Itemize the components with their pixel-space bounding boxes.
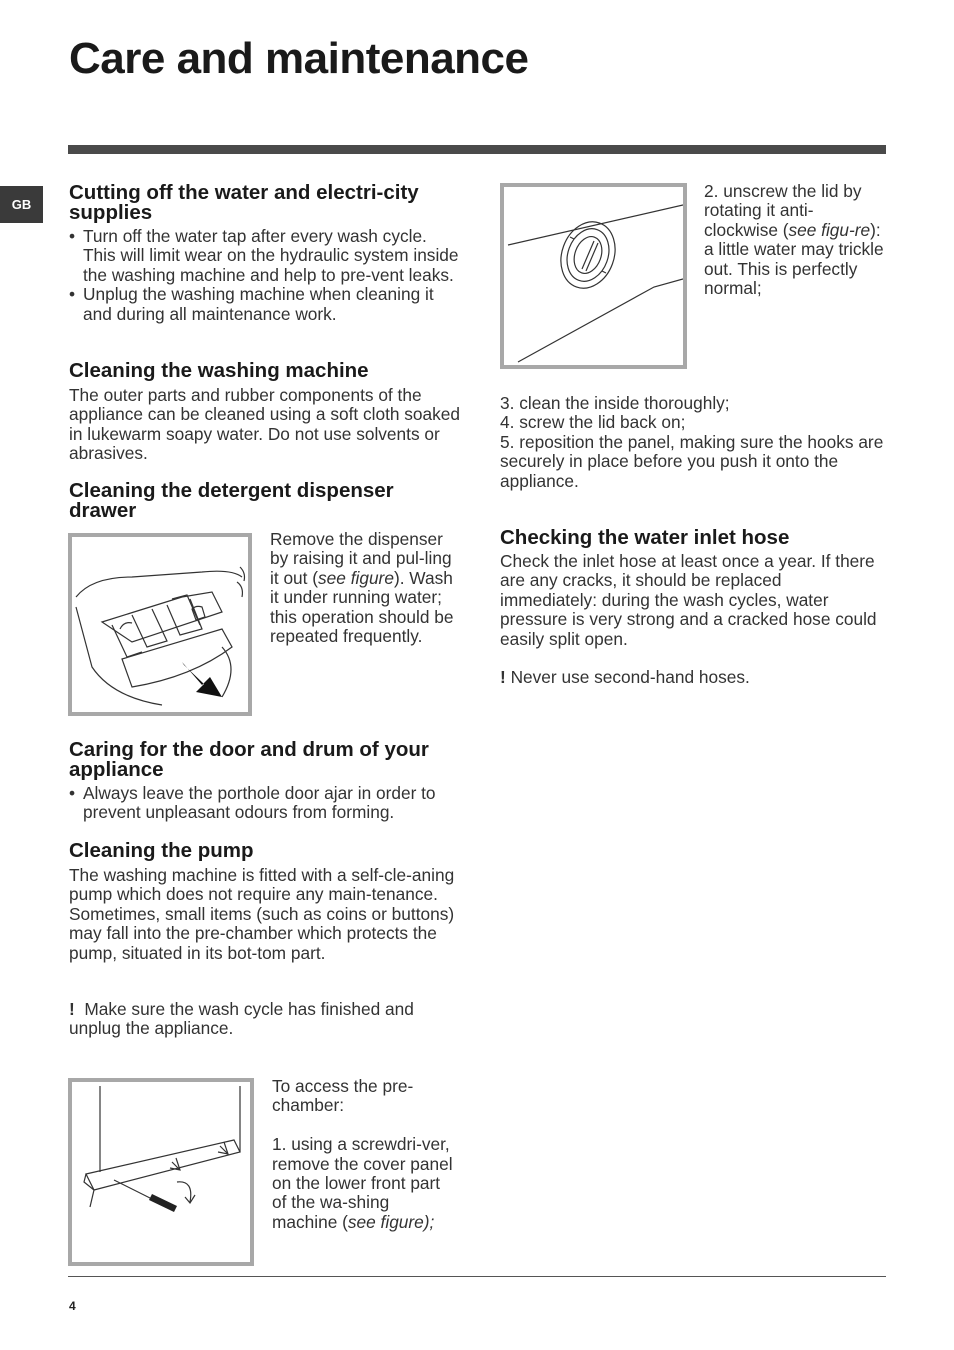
list-item: • Turn off the water tap after every wash cycle. This will limit wear on the hydraulic system inside the washing machine and help to pre-vent leaks.: [69, 227, 461, 285]
page-title: Care and maintenance: [69, 34, 529, 83]
step-5: 5. reposition the panel, making sure the hooks are securely in place before you push it onto the appliance.: [500, 431, 884, 491]
cover-panel-figure: [68, 1078, 254, 1266]
dispenser-drawer-figure: [68, 533, 252, 716]
footer-rule: [68, 1276, 886, 1277]
header-rule: [68, 145, 886, 154]
heading-cutting-supplies: Cutting off the water and electri-city supplies: [69, 181, 419, 224]
step-3: 3. clean the inside thoroughly;: [500, 393, 730, 413]
hose-warning: ! Never use second-hand hoses.: [500, 667, 750, 687]
list-item: • Always leave the porthole door ajar in order to prevent unpleasant odours from forming.: [69, 784, 461, 823]
cleaning-machine-text: The outer parts and rubber components of the appliance can be cleaned using a soft cloth soaked in lukewarm soapy water. Do not use solvents or abrasives.: [69, 385, 461, 464]
pump-warning: ! Make sure the wash cycle has finished and unplug the appliance.: [69, 999, 414, 1039]
detergent-text: Remove the dispenser by raising it and pul-ling it out (see figure). Wash it under running water; this operation should be repeated frequently.: [270, 529, 454, 647]
cutting-bullets: [69, 227, 461, 324]
access-intro: To access the pre-chamber:: [272, 1076, 414, 1116]
warning-mark: !: [500, 667, 506, 687]
hose-text: Check the inlet hose at least once a year. If there are any cracks, it should be replaced immediately: during the wash cycles, water pressure is very strong and a cracked hose could easily split open.: [500, 551, 877, 649]
door-bullets: [69, 784, 461, 823]
language-badge: GB: [0, 186, 43, 223]
page-number: 4: [69, 1299, 76, 1313]
heading-cleaning-machine: Cleaning the washing machine: [69, 359, 369, 382]
heading-inlet-hose: Checking the water inlet hose: [500, 526, 790, 549]
heading-cleaning-pump: Cleaning the pump: [69, 839, 254, 862]
list-item: • Unplug the washing machine when cleaning it and during all maintenance work.: [69, 285, 461, 324]
heading-detergent-drawer: Cleaning the detergent dispenser drawer: [69, 479, 394, 522]
warning-mark: !: [69, 999, 75, 1019]
steps-3-5: [500, 394, 890, 491]
step-2: 2. unscrew the lid by rotating it anti-clockwise (see figu-re): a little water may trickle out. This is perfectly normal;: [704, 181, 884, 299]
pump-lid-figure: [500, 183, 687, 369]
step-4: 4. screw the lid back on;: [500, 412, 686, 433]
pump-access-text: [272, 1077, 458, 1232]
pump-text: The washing machine is fitted with a self-cle-aning pump which does not require any main-tenance. Sometimes, small items (such as coins or buttons) may fall into the pre-chamber which protects the pump, situated in its bot-tom part.: [69, 865, 455, 963]
step-1: 1. using a screwdri-ver, remove the cover panel on the lower front part of the wa-shing machine (see figure);: [272, 1134, 453, 1232]
heading-door-drum: Caring for the door and drum of your appliance: [69, 738, 429, 781]
